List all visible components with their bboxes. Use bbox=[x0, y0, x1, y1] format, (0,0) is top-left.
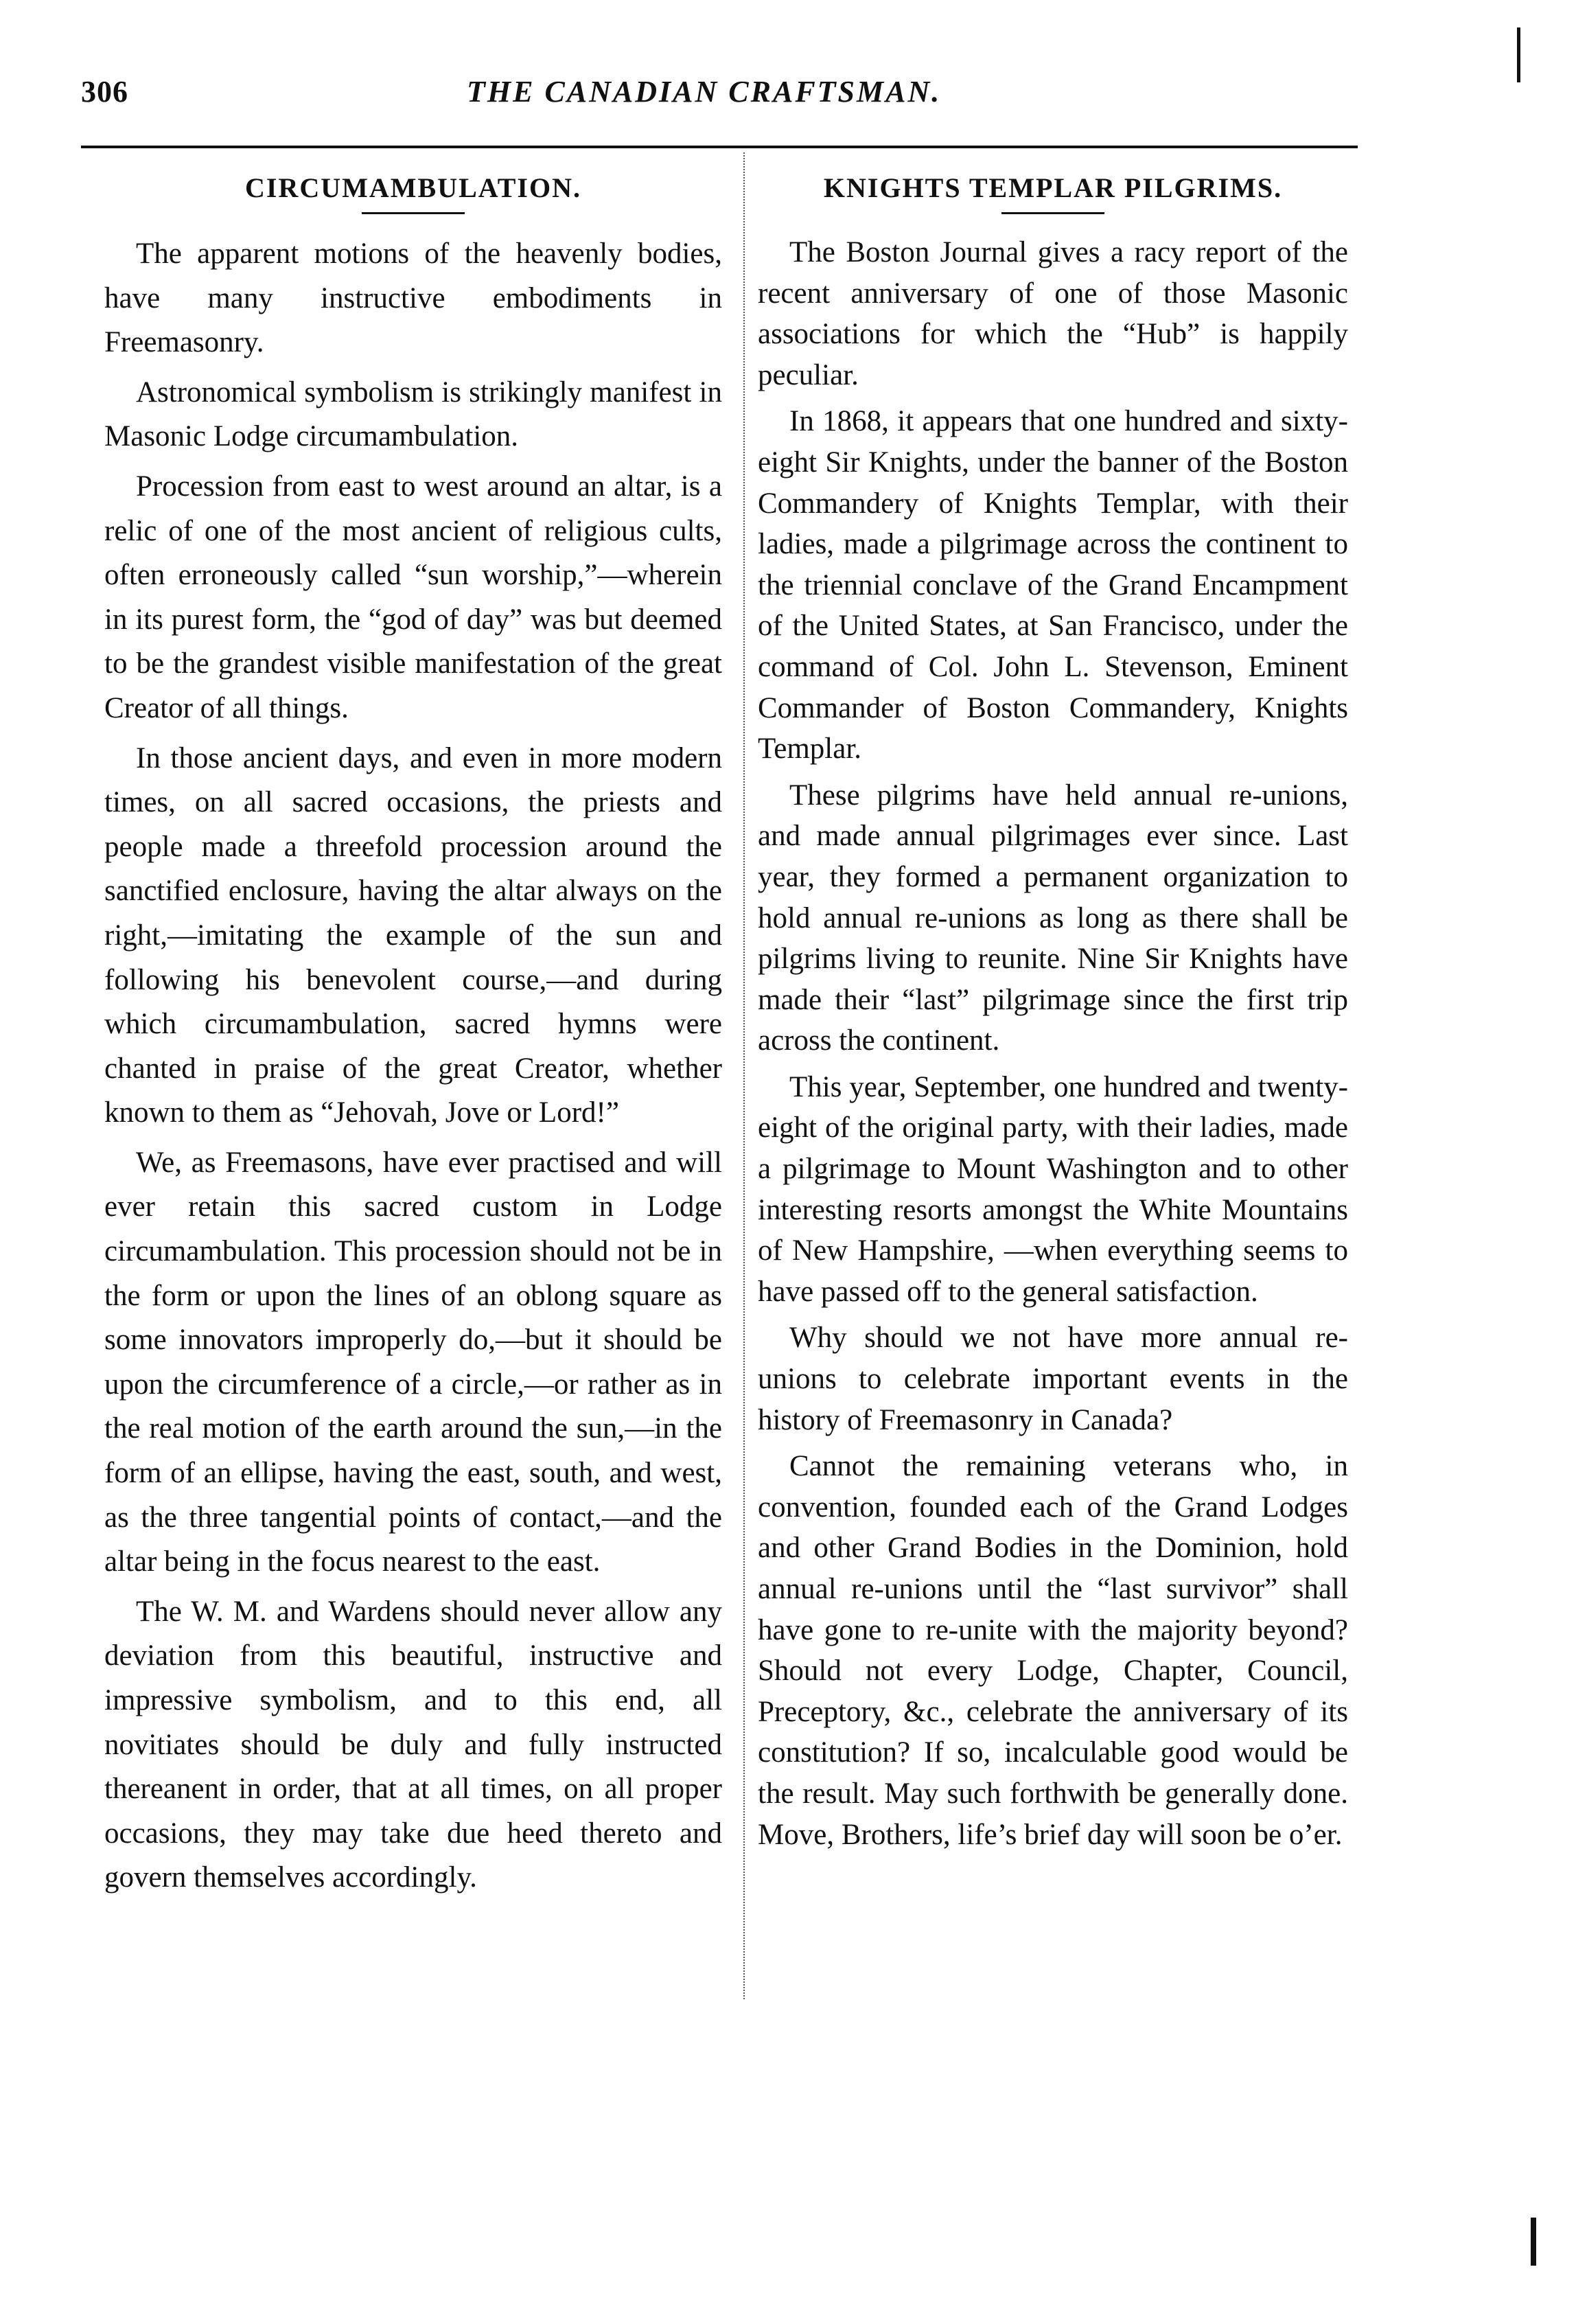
article-title-circumambulation: CIRCUMAMBULATION. bbox=[245, 172, 581, 203]
paragraph: In those ancient days, and even in more modern times, on all sacred occasions, the priests and people made a threefold procession around the sanctified enclosure, having the altar always on the right,—imitating the example of the sun and following his benevolent course,—and during which circumambulation, sacred hymns were chanted in praise of the great Creator, whether known to them as “Jehovah, Jove or Lord!” bbox=[104, 741, 722, 1129]
running-title: THE CANADIAN CRAFTSMAN. bbox=[467, 75, 942, 108]
paragraph: In 1868, it appears that one hundred and sixty-eight Sir Knights, under the banner of the Boston Commandery of Knights Templar, with their ladies, made a pilgrimage across the continent to the triennial conclave of the Grand Encampment of the United States, at San Francisco, under the command of Col. John L. Stevenson, Eminent Commander of Boston Commandery, Knights Templar. bbox=[758, 405, 1348, 766]
column-divider bbox=[743, 152, 745, 1999]
page-edge-mark bbox=[1531, 2218, 1536, 2266]
header-rule bbox=[81, 146, 1358, 148]
left-column bbox=[104, 165, 722, 1906]
page-edge-mark bbox=[1517, 27, 1520, 82]
paragraph: Procession from east to west around an altar, is a relic of one of the most ancient of religious cults, often erroneously called “sun worship,”—wherein in its purest form, the “god of day” was but deemed to be the grandest visible manifestation of the great Creator of all things. bbox=[104, 470, 722, 724]
paragraph: Cannot the remaining veterans who, in convention, founded each of the Grand Lodges and other Grand Bodies in the Dominion, hold annual re-unions until the “last survivor” shall have gone to re-unite with the majority beyond? Should not every Lodge, Chapter, Council, Preceptory, &c., celebrate the anniversary of its constitution? If so, incalculable good would be the result. May such forthwith be generally done. Move, Brothers, life’s brief day will soon be o’er. bbox=[758, 1450, 1348, 1851]
title-rule bbox=[1001, 212, 1104, 214]
paragraph: The Boston Journal gives a racy report of the recent anniversary of one of those Masonic associations for which the “Hub” is happily peculiar. bbox=[758, 236, 1348, 391]
article-title-knights-templar: KNIGHTS TEMPLAR PILGRIMS. bbox=[823, 172, 1283, 203]
paragraph: We, as Freemasons, have ever practised and will ever retain this sacred custom in Lodge circumambulation. This procession should not be in the form or upon the lines of an oblong square as some innovators improperly do,—but it should be upon the circumference of a circle,—or rather as in the real motion of the earth around the sun,—in the form of an ellipse, having the east, south, and west, as the three tangential points of contact,—and the altar being in the focus nearest to the east. bbox=[104, 1146, 722, 1578]
page-number: 306 bbox=[81, 75, 128, 108]
title-rule bbox=[362, 212, 465, 214]
right-column bbox=[758, 165, 1348, 1861]
paragraph: This year, September, one hundred and twenty-eight of the original party, with their ladies, made a pilgrimage to Mount Washington and to other interesting resorts amongst the White Mountains of New Hampshire, —when everything seems to have passed off to the general satisfaction. bbox=[758, 1070, 1348, 1308]
paragraph: These pilgrims have held annual re-unions, and made annual pilgrimages ever since. Last year, they formed a permanent organization to hold annual re-unions as long as there shall be pilgrims living to reunite. Nine Sir Knights have made their “last” pilgrimage since the first trip across the continent. bbox=[758, 779, 1348, 1057]
paragraph: Why should we not have more annual re-unions to celebrate important events in the history of Freemasonry in Canada? bbox=[758, 1322, 1348, 1436]
paragraph: The apparent motions of the heavenly bodies, have many instructive embodiments in Freemasonry. bbox=[104, 238, 722, 359]
paragraph: The W. M. and Wardens should never allow any deviation from this beautiful, instructive and impressive symbolism, and to this end, all novitiates should be duly and fully instructed thereanent in order, that at all times, on all proper occasions, they may take due heed thereto and govern themselves accordingly. bbox=[104, 1595, 722, 1894]
paragraph: Astronomical symbolism is strikingly manifest in Masonic Lodge circumambulation. bbox=[104, 376, 722, 453]
